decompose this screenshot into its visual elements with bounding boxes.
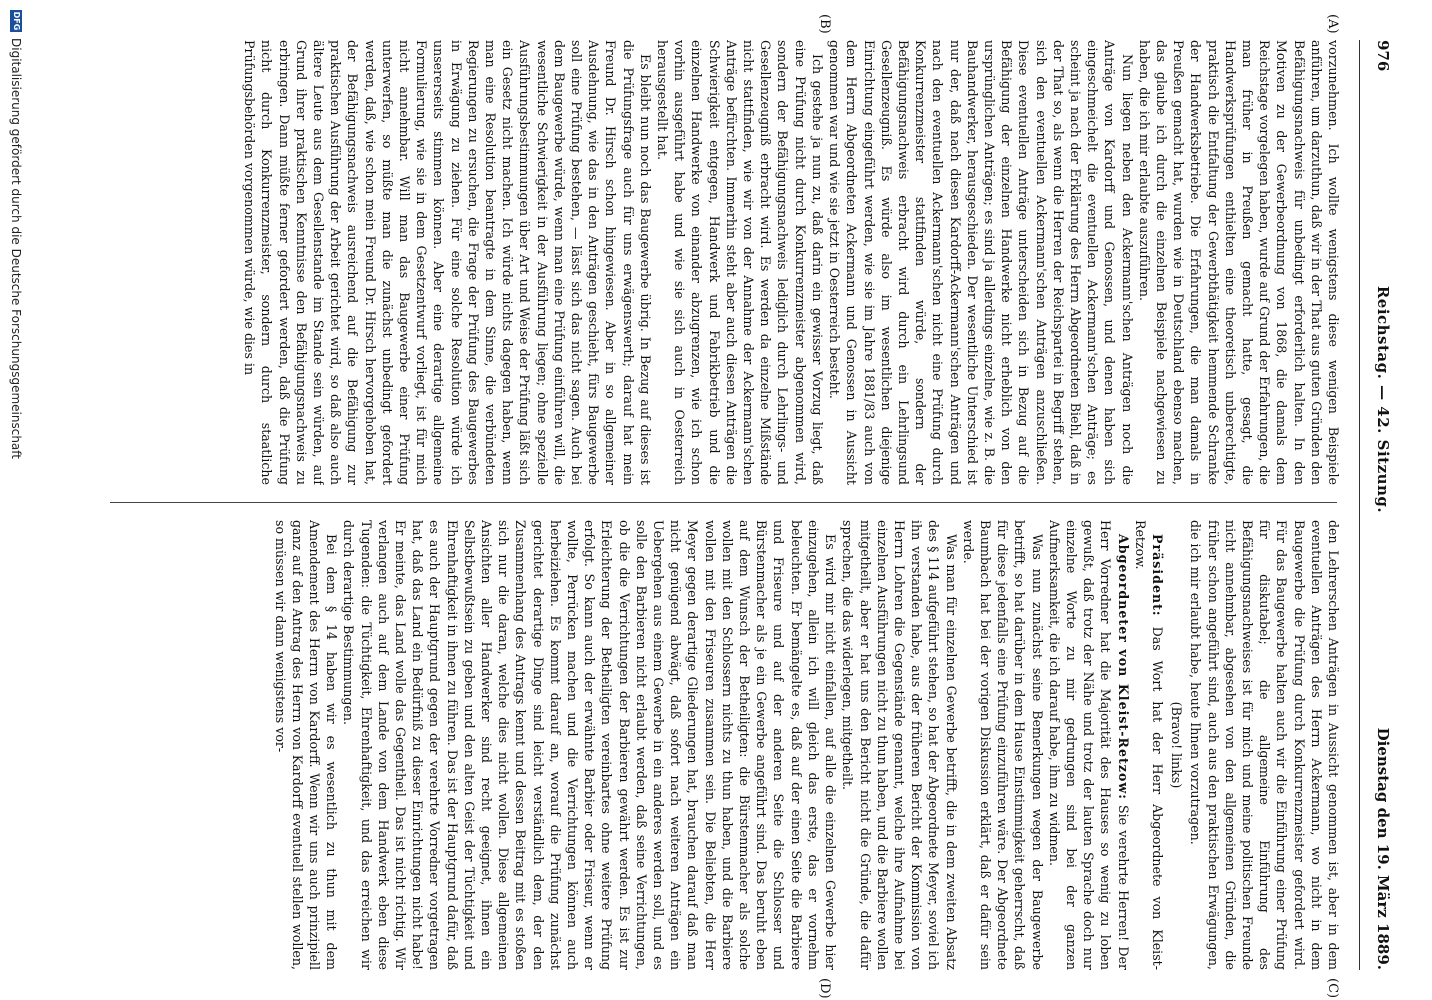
margin-mark-c: (C) xyxy=(1325,978,1340,999)
dfg-logo: DFG xyxy=(12,11,21,31)
speech-text: Sie verehrte Herren! Der Herr Vorredner hat die Majorität des Hauses so wenig zu loben gewußt, daß trotz der Nähe und trotz der lauten Sprache doch nur einzelne Worte zu mir gedrungen sind bei der ganzen Aufmerksamkeit, die ich darauf habe, ihm zu widmen. xyxy=(1046,520,1131,970)
digitization-credit xyxy=(8,0,24,1000)
margin-mark-d: (D) xyxy=(817,978,832,999)
speaker-name: Präsident: xyxy=(1149,534,1165,617)
paragraph: Bei dem § 14 haben wir es wesentlich zu thun mit dem Amendement des Herrn von Kardorff. Wenn wir uns auch prinzipiell ganz auf den Antrag des Herrn von Kardorff eventuell stellen wollen, so müssen wir dann wenigstens vor- xyxy=(272,520,340,970)
running-title: Reichstag. — 42. Sitzung. xyxy=(1374,285,1392,514)
right-column xyxy=(100,520,1342,970)
page-header xyxy=(1359,40,1392,970)
paragraph: Nun liegen neben den Ackermann'schen Anträgen noch die Anträge von Kardorff und Genossen, und denen haben sich eingeschmeichelt die eventuellen Ackermann'schen Anträge; es scheint ja nach der Erklärung des Herrn Abgeordneten Biehl, daß in der That so, als wenn die Herren der Reichspartei in Begriff stehen, sich den eventuellen Ackermann'schen Anträgen anzuschließen. Diese eventuellen Anträge unterscheiden sich in Bezug auf die Befähigung der einzelnen Handwerke nicht erheblich von den ursprünglichen Anträgen; es sind ja allerdings einzelne, wie z. B. die Bauhandwerker, herausgeschieden. Der wesentliche Unterschied ist nur der, daß nach diesen Kardorff-Ackermann'schen Anträgen und nach den eventuellen Ackermann'schen nicht eine Prüfung durch Konkurrenzmeister stattfinden würde, sondern der Befähigungsnachweis erbracht wird durch ein Lehrlingsund Gesellenzeugniß. Es würde also im wesentlichen diejenige Einrichtung eingeführt werden, wie sie im Jahre 1881/83 auch von dem Herrn Abgeordneten Ackermann und Genossen in Aussicht genommen war und wie sie jetzt in Oesterreich besteht. xyxy=(827,40,1135,485)
speech-paragraph xyxy=(1132,520,1166,970)
session-date: Dienstag den 19. März 1889. xyxy=(1374,727,1392,970)
margin-mark-b: (B) xyxy=(817,14,832,34)
credit-text: Digitalisierung gefördert durch die Deutsche Forschungsgemeinschaft xyxy=(9,38,23,460)
paragraph: Ich gestehe ja nun zu, daß darin ein gewisser Vorzug liegt, daß eine Prüfung nicht durch Konkurrenzmeister abgenommen wird, sondern der Befähigungsnachweis lediglich durch Lehrlings- und Gesellenzeugniß erbracht wird. Es werden da einzelne Mißstände nicht stattfinden, wie wir von der Annahme der Ackermann'schen Anträge befürchten. Immerhin steht aber auch diesen Anträgen die Schwierigkeit entgegen, Handwerk und Fabrikbetrieb und die einzelnen Handwerke von einander abzugrenzen, wie ich schon vorhin ausgeführt habe und wie sie sich auch in Oesterreich herausgestellt hat. xyxy=(655,40,825,485)
paragraph: Was man für einzelnen Gewerbe betrifft, die in dem zweiten Absatz des § 114 aufgeführt stehen, so hat der Abgeordnete Meyer, soviel ich ihn verstanden habe, aus der früheren Bericht der Kommission von Herrn Lohren die Gegenstände genannt, welche ihre Aufnahme bei einzelnen Ausführungen nicht zu thun haben, und die Barbiere wollen mitgetheilt, aber er hat uns den Bericht nicht die Gründe, die dafür sprechen, die das widerlegen, mitgetheilt. xyxy=(840,520,959,970)
paragraph: Es bleibt nun noch das Baugewerbe übrig. In Bezug auf dieses ist die Prüfungsfrage auch für uns erwägenswerth; darauf hat mein Freund Dr. Hirsch schon hingewiesen. Aber in so allgemeiner Ausdehnung, wie das in den Anträgen geschieht, fürs Baugewerbe soll eine Prüfung bestehen, — lässt sich das nicht sagen. Auch bei dem Baugewerbe würde, wenn man eine Prüfung einführen will, die wesentliche Schwierigkeit in der Ausführung liegen; ohne spezielle Ausführungsbestimmungen über Art und Weise der Prüfung läßt sich ein Gesetz nicht machen. Ich würde nichts dagegen haben, wenn man eine Resolution beantragte in dem Sinne, die verbündeten Regierungen zu ersuchen, die Frage der Prüfung des Baugewerbes in Erwägung zu ziehen. Für eine solche Resolution würde ich unsererseits stimmen können. Aber eine derartige allgemeine Formulierung, wie sie in dem Gesetzentwurf vorliegt, ist für mich nicht annehmbar. Will man das Baugewerbe einer Prüfung unterwerfen, so müßte man die zunächst unbedingt gefordert werden, daß, wie schon mein Freund Dr. Hirsch hervorgehoben hat, der Befähigungsnachweis ausreichend auf die Befähigung zur praktischen Ausführung der Arbeit gerichtet wird, so daß also auch ältere Leute aus dem Gesellenstande im Stande sein würden, auf Grund ihrer praktischen Kenntnisse den Befähigungsnachweis zu erbringen. Dann müßte ferner gefordert werden, daß die Prüfung nicht durch Konkurrenzmeister, sondern durch staatliche Prüfungsbehörden vorgenommen würde, wie dies in xyxy=(242,40,653,485)
paragraph: den Lehrerschen Anträgen in Aussicht genommen ist, aber in dem eventuellen Anträgen des Herrn Ackermann, wo nicht in dem Baugewerbe die Prüfung durch Konkurrenzmeister gefordert wird. Für das Baugewerbe halten auch wir die Einführung einer Prüfung für diskutabel; die allgemeine Einführung des Befähigungsnachweises ist für mich und meine politischen Freunde nicht annehmbar, abgesehen von den allgemeinen Gründen, die früher schon angeführt sind, auch aus den praktischen Erwägungen, die ich mir erlaubt habe, heute Ihnen vorzutragen. xyxy=(1188,520,1341,970)
applause-note: (Bravo! links) xyxy=(1169,701,1185,789)
margin-mark-a: (A) xyxy=(1325,14,1340,34)
page-number: 976 xyxy=(1374,40,1392,72)
speaker-name: Abgeordneter von Kleist-Retzow: xyxy=(1115,534,1131,800)
left-column xyxy=(100,40,1342,485)
speech-paragraph xyxy=(1046,520,1132,970)
column-divider xyxy=(110,502,1337,503)
paragraph: vorzunehmen. Ich wollte wenigstens diese wenigen Beispiele anführen, um darzuthun, daß wir in der That aus guten Gründen den Befähigungsnachweis für unbedingt erforderlich halten. In den Motiven zu der Gewerbeordnung von 1868, die damals dem Reichstage vorgelegen haben, wurde auf Grund der Erfahrungen, die man früher in Preußen gemacht hatte, gesagt, die Handwerksprüfungen enthielten eine theoretisch unberechtigte, praktisch die Entfaltung der Gewerbthätigkeit hemmende Schranke der Handwerksbetriebe. Die Erfahrungen, die man damals in Preußen gemacht hat, wurden wie in Deutschland ebenso machen, das glaube ich durch die einzelnen Beispiele nachgewiesen zu haben, die ich mir erlaubte auszuführen. xyxy=(1136,40,1341,485)
paragraph: Was nun zunächst seine Bemerkungen wegen der Baugewerbe betrifft, so hat darüber in dem Hause Einstimmigkeit geherrscht, daß für diese jedenfalls eine Prüfung einzuführen wäre. Der Abgeordnete Baumbach hat bei der vorigen Diskussion erklärt, daß er dafür sein werde. xyxy=(960,520,1045,970)
speech-text: Das Wort hat der Herr Abgeordnete von Kleist-Retzow. xyxy=(1132,520,1165,970)
paragraph: Es wird mir nicht einfallen, auf alle die einzelnen Gewerbe hier einzugehen, allein ich will gleich das erste, das er vornehm beleuchten. Er bemängelte es, daß auf der einen Seite die Barbiere und Friseure und auf der anderen Seite die Schlosser und Bürstenmacher als je ein Gewerbe angeführt sind. Das beruht eben auf dem Wunsch der Betheiligten: die Bürstenmacher als solche wollen mit den Schlossern nichts zu thun haben, und die Barbiere wollen mit den Friseuren zusammen sein. Die Beliebten, die Herr Meyer gegen derartige Gliederungen hat, brauchen darauf daß man nicht genügend abwägt, daß sofort nach weiteren Anträgen ein Uebergehen aus einem Gewerbe in ein anderes werden soll, und es solle den Barbieren nicht erlaubt werden, daß seine Verrichtungen, ob die die Verrichtungen der Barbieren gewährt werden. Es ist zur Erleichterung der Betheiligten vereinbartes ohne weitere Prüfung erfolgt. So kann auch der erwähnte Barbier oder Friseur, wenn er wollte, Perrücken machen und die Verrichtungen können auch herbeiziehen. Es kommt darauf an, worauf die Prüfung zunächst gerichtet derartige Dinge sind leicht verständlich dem, der den Zusammenhang des Antrags kennt und dessen Beitrag mit es stoßen sich nur die daran, welche dies nicht wollen. Diese allgemeinen Ansichten aller Handwerker sind recht geeignet, ihnen ein Selbstbewußtsein zu geben und den alten Geist der Tüchtigkeit und Ehrenhaftigkeit in ihnen zu führen. Das ist der Hauptgrund dafür, daß es auch der Hauptgrund gegen der verehrte Vorredner vorgetragen hat, daß das Land ein Bedürfniß zu dieser Einrichtungen nicht habe! Er meinte, das Land wolle das Gegentheil. Das ist nicht richtig. Wir verlangen auch auf dem Lande von dem Handwerk eben diese Tugenden: die Tüchtigkeit, Ehrenhaftigkeit, und das erreichen wir durch derartige Bestimmungen. xyxy=(341,520,839,970)
